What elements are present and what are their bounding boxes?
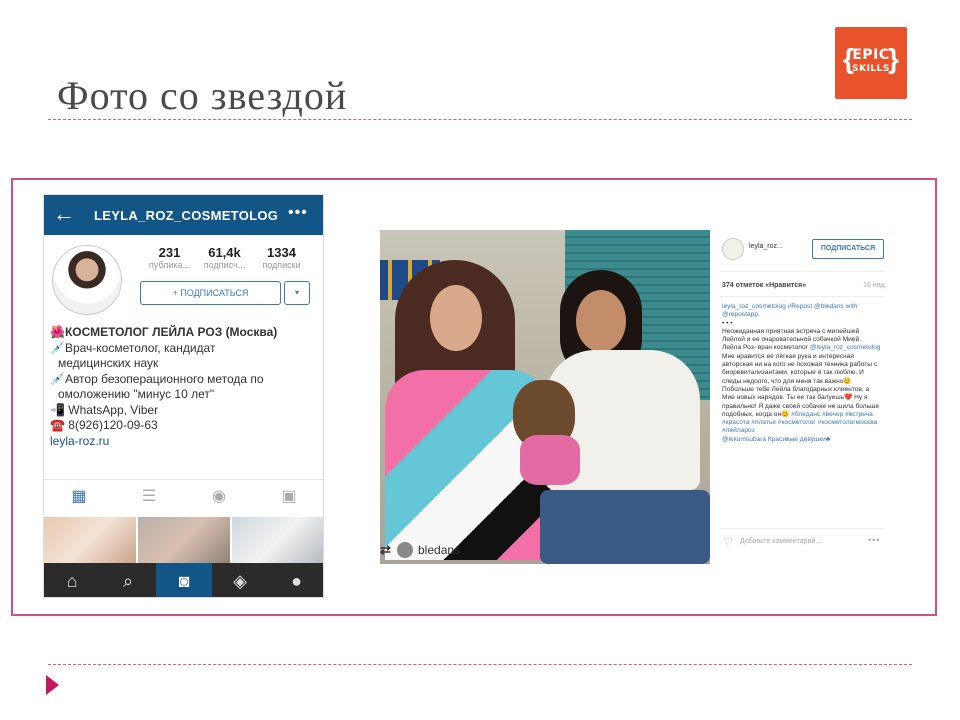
bio-line: омоложению "минус 10 лет" (58, 387, 215, 401)
slide-marker-icon (46, 675, 59, 695)
bio-line: 📲 WhatsApp, Viber (50, 402, 159, 417)
divider (720, 296, 885, 297)
stat-following-value: 1334 (267, 245, 296, 260)
profile-tabs (44, 479, 324, 514)
grid-photo[interactable] (138, 517, 230, 563)
bio-line: медицинских наук (58, 356, 159, 370)
bio-line: 💉Врач-косметолог, кандидат (50, 340, 216, 355)
profile-icon[interactable]: ● (291, 571, 302, 591)
instagram-profile-screenshot (43, 194, 324, 598)
stat-followers-label: подписч... (203, 260, 246, 270)
epic-skills-logo (835, 27, 907, 99)
bio-name: 🌺КОСМЕТОЛОГ ЛЕЙЛА РОЗ (Москва) (50, 325, 278, 339)
location-icon[interactable]: ◉ (212, 488, 226, 505)
slide-title: Фото со звездой (57, 73, 348, 118)
stat-following[interactable] (254, 245, 309, 270)
grid-icon[interactable]: ▦ (71, 488, 87, 505)
add-comment-input[interactable]: Добавьте комментарий... (740, 538, 822, 545)
bottom-nav-bar (44, 563, 324, 598)
grid-photo[interactable] (44, 517, 136, 563)
profile-avatar (52, 245, 122, 315)
stat-followers[interactable] (197, 245, 252, 270)
likes-count[interactable]: 374 отметок «Нравится» (722, 282, 807, 289)
photo-person-face (576, 290, 626, 352)
tagged-icon[interactable]: ▣ (281, 488, 297, 505)
bio-phone: ☎️ 8(926)120-09-63 (50, 418, 158, 432)
chevron-down-icon[interactable]: ▾ (284, 281, 310, 305)
photo-dog-shirt (520, 435, 580, 485)
photo-person-face (430, 285, 482, 351)
stat-followers-value: 61,4k (208, 245, 241, 260)
stat-posts-value: 231 (158, 245, 181, 260)
caption-tags[interactable]: #Repost @bledans with @repostapp. (722, 303, 858, 319)
comment-text[interactable]: @ikkumsubara Красивые девушки♣ (722, 435, 831, 443)
logo-text-line2: SKILLS (852, 64, 890, 74)
top-divider (48, 119, 912, 120)
post-author-username[interactable]: leyla_roz... (749, 243, 783, 250)
caption-hashtags[interactable]: #бледанс #вечер #встреча #красота #платье #косметолог #косметологмосква #лейлароз (722, 410, 878, 435)
repost-icon: ⇄ (380, 542, 391, 557)
heart-icon[interactable]: ♡ (723, 536, 733, 548)
caption-dots: • • • (722, 319, 733, 327)
caption-author[interactable]: leyla_roz_cosmetolog (722, 303, 786, 310)
camera-icon[interactable]: ◙ (156, 563, 212, 598)
back-arrow-icon[interactable]: ← (53, 201, 75, 226)
activity-icon[interactable]: ◈ (233, 571, 247, 591)
photo-person-jeans (540, 490, 710, 564)
logo-text-line1: EPIC (852, 47, 890, 63)
follow-button[interactable]: ПОДПИСАТЬСЯ (812, 239, 884, 259)
bottom-divider (48, 664, 912, 665)
stat-posts (142, 245, 197, 270)
comments-panel (718, 230, 888, 564)
stat-following-label: подписки (262, 260, 301, 270)
logo-right-brace: } (888, 43, 899, 74)
caption-mention[interactable]: @leyla_roz_cosmetolog (809, 344, 881, 352)
repost-avatar (397, 542, 413, 558)
home-icon[interactable]: ⌂ (66, 571, 78, 591)
bio-website-link[interactable]: leyla-roz.ru (50, 433, 110, 448)
post-caption (722, 303, 882, 525)
list-icon[interactable]: ☰ (141, 488, 157, 505)
profile-header-bar (44, 195, 324, 235)
follow-button[interactable]: + ПОДПИСАТЬСЯ (140, 281, 281, 305)
stat-posts-label: публика... (148, 260, 191, 270)
post-time: 16 нед. (863, 282, 887, 289)
post-author-avatar[interactable] (722, 238, 744, 260)
divider (720, 271, 885, 272)
caption-text: Неожиданная приятная встреча с милейшей Лейлой и ее очаровательной собачкой Мией. Лейла Роз- врач косметолог (722, 327, 861, 352)
more-dots-icon[interactable]: ••• (288, 204, 308, 221)
divider (720, 528, 885, 529)
profile-bio (50, 325, 320, 449)
search-icon[interactable]: ⌕ (122, 571, 134, 591)
grid-photo[interactable] (232, 517, 324, 563)
bio-line: 💉Автор безоперационного метода по (50, 371, 264, 386)
more-dots-icon[interactable]: ••• (868, 535, 881, 545)
logo-left-brace: { (843, 43, 854, 74)
profile-username: LEYLA_ROZ_COSMETOLOG (94, 208, 279, 223)
caption-text: Мне нравится ее лёгкая рука и интересная авторская ни на кого не похожая техника работы с биоревитализантами, которые я так люблю. И следы недолго, что для меня так важно😊 Побольше тебе Лейла благодарных клиентов, а Мие новых нарядов. Ты ее так балуешь❤️ Ну я правильно! Я даже своей собачке не шила больше подобных, когда он😊 (722, 352, 880, 418)
post-photo (380, 230, 710, 564)
repost-username[interactable]: bledans (418, 543, 461, 557)
